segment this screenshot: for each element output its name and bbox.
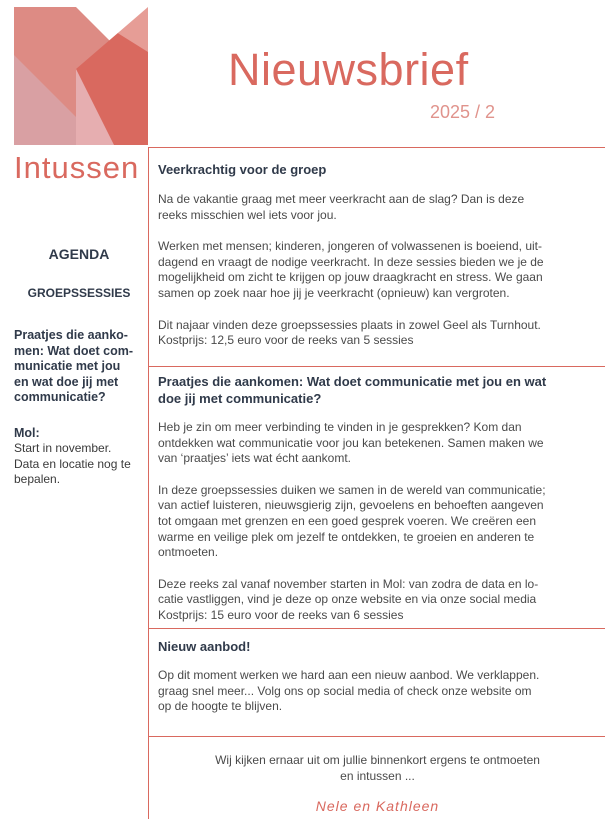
agenda-subheading: GROEPSSESSIES bbox=[27, 286, 131, 300]
section-paragraph: Werken met mensen; kinderen, jongeren of volwassenen is boeiend, uit- dagend en vraagt de nodige veerkracht. In deze sessies bieden we je de mogelijkheid om zicht te krijgen op jouw draagkracht en stress. We gaan samen op zoek naar hoe jij je veerkracht (opnieuw) kan vergroten. bbox=[158, 239, 544, 300]
section-paragraph: Deze reeks zal vanaf november starten in Mol: van zodra de data en lo- catie vastliggen, vind je deze op onze website en via onze social media Kostprijs: 15 euro voor de reeks van 6 sessies bbox=[158, 576, 539, 622]
agenda-event-title-line: men: Wat doet com- bbox=[14, 343, 133, 358]
section-title: Praatjes die aankomen: Wat doet communicatie met jou en wat doe jij met communicatie? bbox=[158, 374, 547, 406]
agenda-event-desc-line: Start in november. bbox=[14, 441, 112, 455]
section-title: Veerkrachtig voor de groep bbox=[158, 162, 327, 177]
agenda-event-desc-line: bepalen. bbox=[14, 472, 61, 486]
edition-number: 2025 / 2 bbox=[430, 102, 496, 122]
agenda-event-title-line: en wat doe jij met bbox=[14, 374, 119, 389]
agenda-event-title bbox=[14, 328, 144, 406]
section-praatjes bbox=[158, 373, 598, 624]
closing-line: Wij kijken ernaar uit om jullie binnenkort ergens te ontmoeten bbox=[215, 753, 540, 767]
agenda-event-desc-line: Data en locatie nog te bbox=[14, 456, 131, 471]
section-divider-2 bbox=[148, 366, 605, 367]
page-title: Nieuwsbrief bbox=[228, 44, 469, 95]
section-divider-bottom bbox=[148, 736, 605, 737]
brand-name: Intussen bbox=[14, 150, 140, 185]
section-paragraph: Na de vakantie graag met meer veerkracht aan de slag? Dan is deze reeks misschien wel iets voor jou. bbox=[158, 192, 525, 222]
section-nieuw-aanbod bbox=[158, 638, 598, 715]
agenda-event-description bbox=[14, 441, 144, 488]
agenda-event-title-line: Praatjes die aanko- bbox=[14, 328, 128, 342]
closing-line: en intussen ... bbox=[340, 769, 415, 783]
agenda-heading: AGENDA bbox=[48, 246, 110, 262]
section-divider-3 bbox=[148, 628, 605, 629]
agenda-event-location: Mol: bbox=[14, 426, 40, 440]
section-veerkrachtig bbox=[158, 161, 598, 349]
signature: Nele en Kathleen bbox=[315, 798, 440, 814]
column-divider bbox=[148, 147, 149, 819]
section-paragraph: Heb je zin om meer verbinding te vinden in je gesprekken? Kom dan ontdekken wat communicatie voor jou kan betekenen. Samen maken we van ‘praatjes’ iets wat écht aankomt. bbox=[158, 420, 544, 466]
section-paragraph: Op dit moment werken we hard aan een nieuw aanbod. We verklappen. graag snel meer... Volg ons op social media of check onze website om op de hoogte te blijven. bbox=[158, 668, 540, 714]
section-title: Nieuw aanbod! bbox=[158, 639, 251, 654]
section-paragraph: Dit najaar vinden deze groepssessies plaats in zowel Geel als Turnhout. Kostprijs: 12,5 euro voor de reeks van 5 sessies bbox=[158, 317, 541, 348]
section-divider-top bbox=[148, 147, 605, 148]
section-paragraph: In deze groepssessies duiken we samen in de wereld van communicatie; van actief luisteren, nieuwsgierig zijn, gevoelens en behoeften aangeven tot omgaan met grenzen en een goed gesprek voeren. We creëren een warme en veilige plek om jezelf te ontdekken, te groeien en anderen te ontmoeten. bbox=[158, 482, 546, 560]
intussen-logo bbox=[14, 7, 148, 145]
closing-message bbox=[150, 752, 605, 784]
agenda-event-title-line: communicatie? bbox=[14, 390, 106, 404]
agenda-event-title-line: municatie met jou bbox=[14, 359, 121, 373]
